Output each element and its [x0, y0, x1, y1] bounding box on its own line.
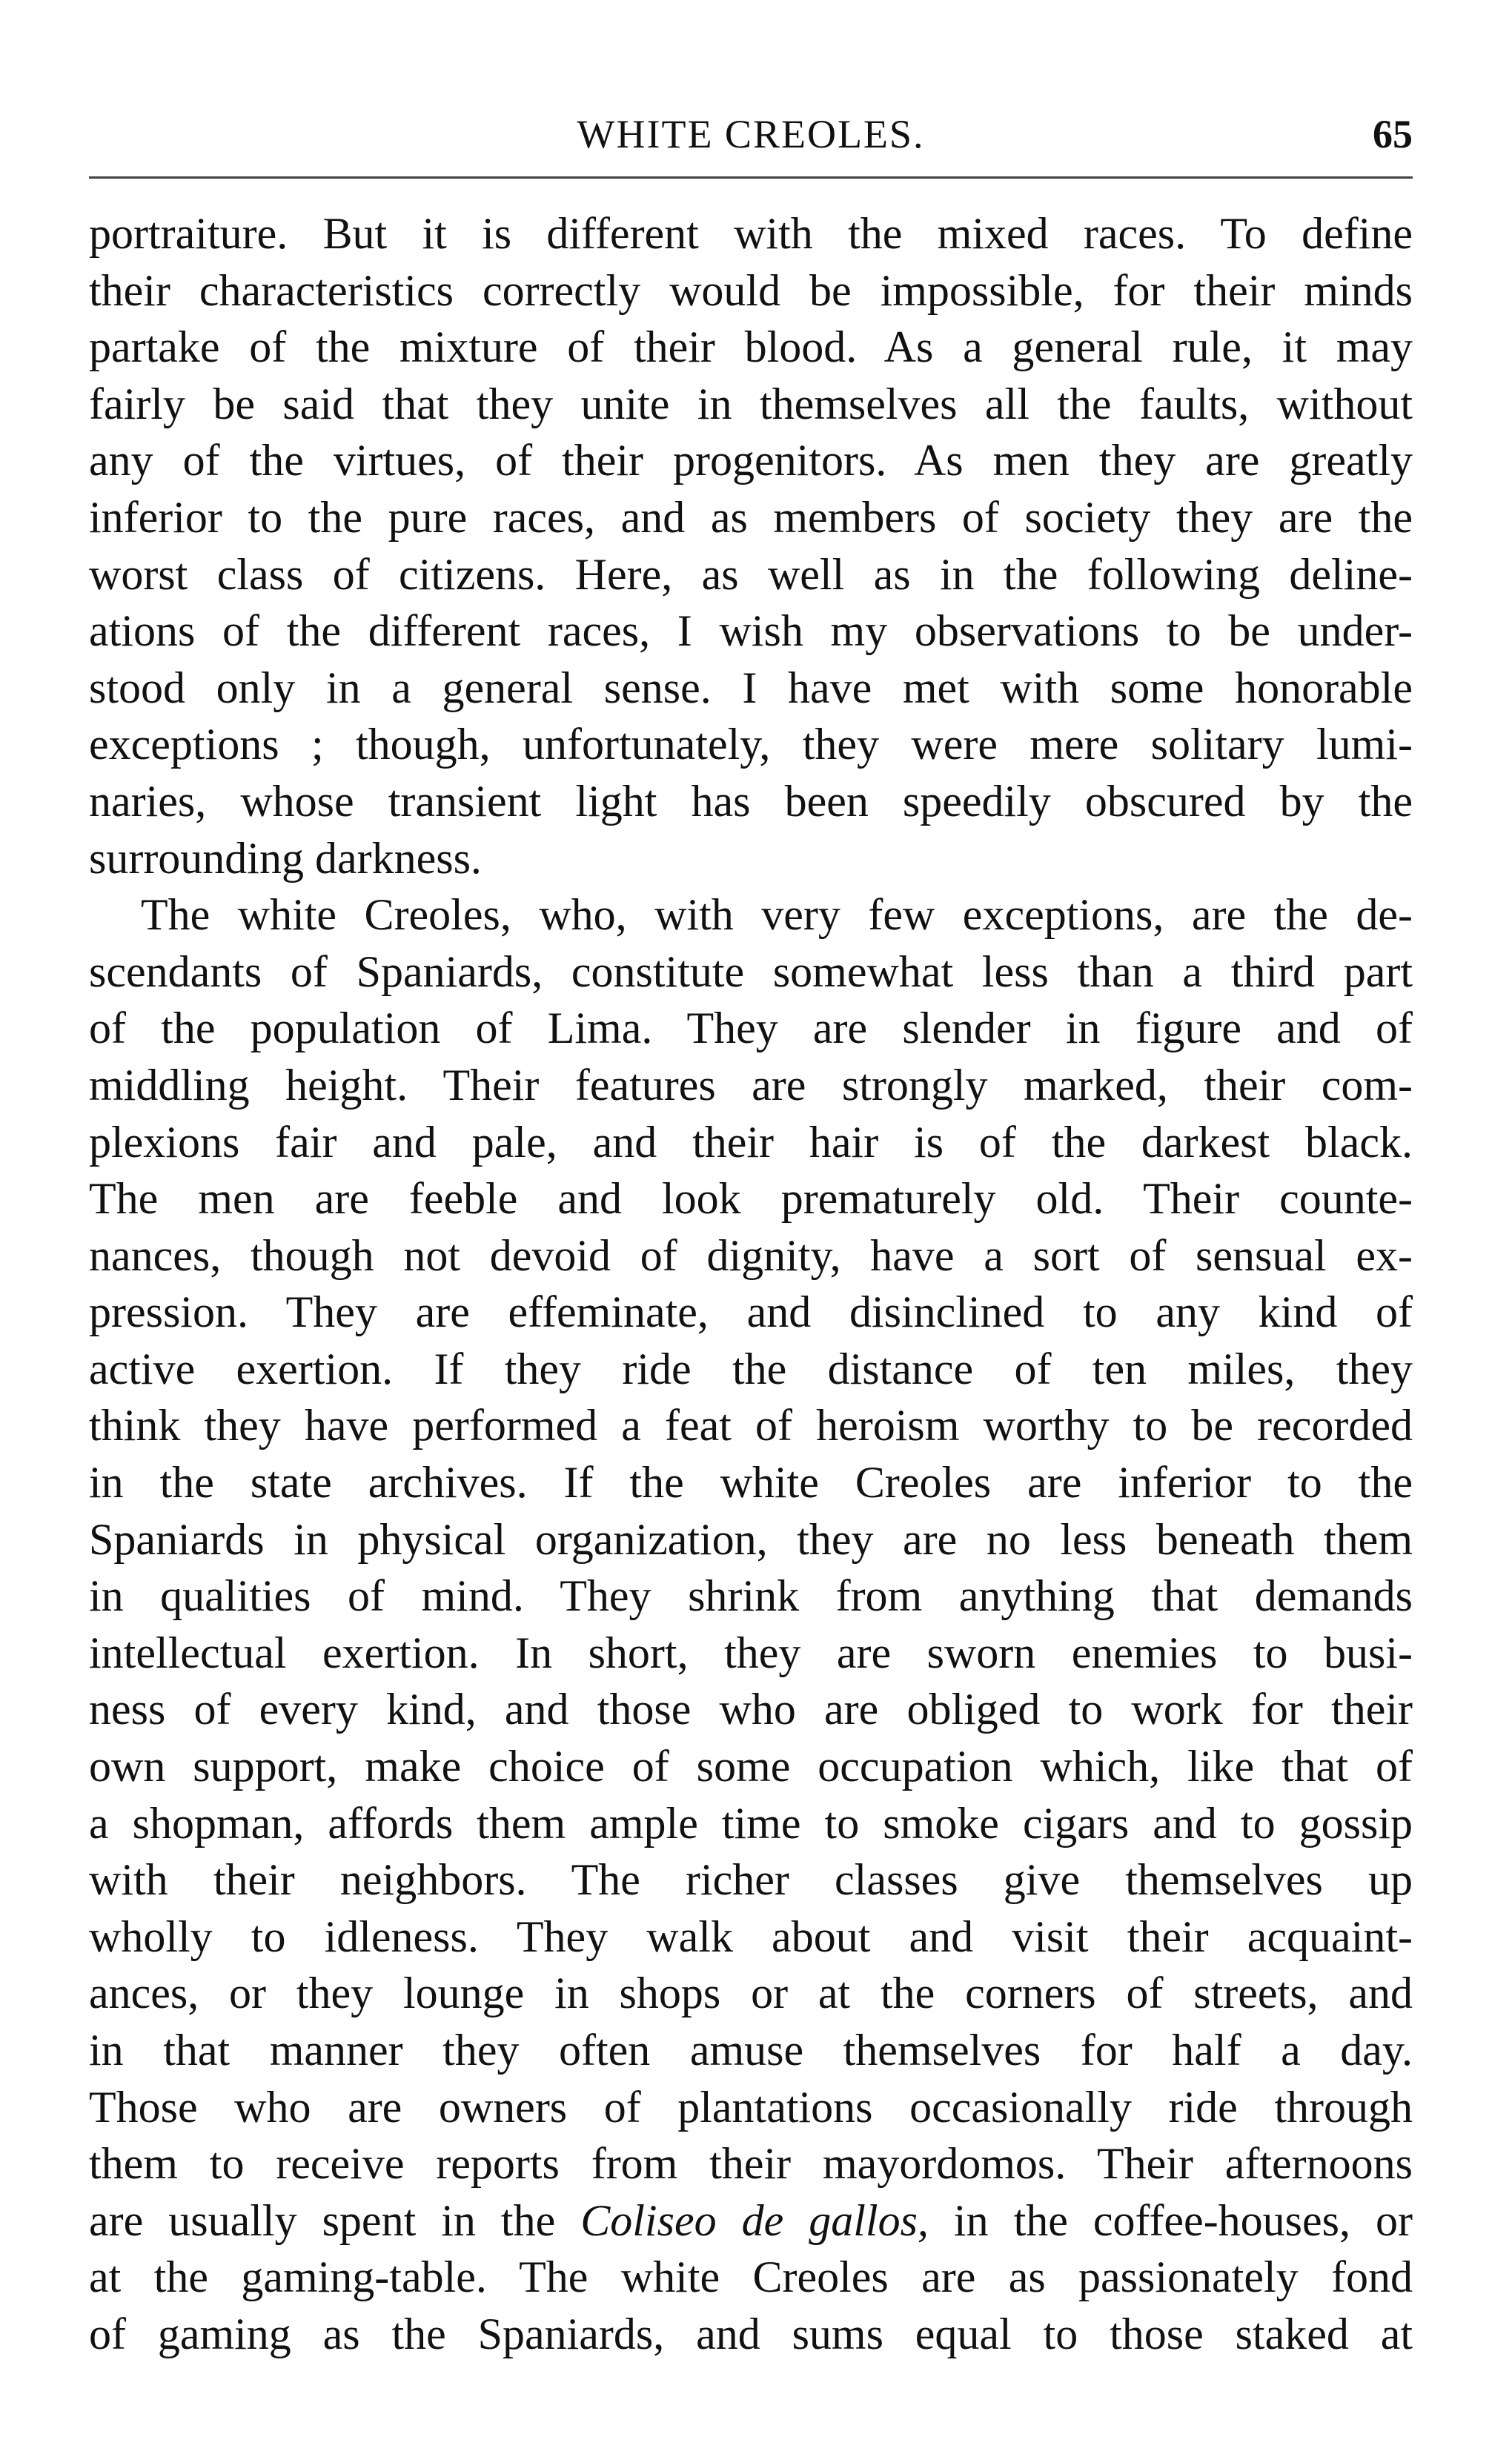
text-line: [89, 2192, 1413, 2249]
text-line: Those who are owners of plantations occasionally ride through: [89, 2082, 1413, 2132]
text-line: in the state archives. If the white Creoles are inferior to the: [89, 1458, 1413, 1508]
text-line: fairly be said that they unite in themselves all the faults, without: [89, 379, 1413, 428]
text-line: of gaming as the Spaniards, and sums equal to those staked at: [89, 2309, 1413, 2358]
text-line: pression. They are effeminate, and disinclined to any kind of: [89, 1287, 1413, 1337]
page-header: [89, 111, 1413, 170]
text-line: portraiture. But it is different with the mixed races. To define: [89, 209, 1413, 258]
body-text: [89, 205, 1413, 2363]
text-line: The white Creoles, who, with very few exceptions, are the de-: [141, 890, 1413, 940]
text-line: of the population of Lima. They are slender in figure and of: [89, 1004, 1413, 1053]
text-line: active exertion. If they ride the distance of ten miles, they: [89, 1344, 1413, 1393]
page-number: 65: [1373, 112, 1413, 156]
text-line: ness of every kind, and those who are obliged to work for their: [89, 1685, 1413, 1734]
text-line: Spaniards in physical organization, they are no less beneath them: [89, 1514, 1413, 1564]
text-line: with their neighbors. The richer classes give themselves up: [89, 1855, 1413, 1905]
text-fragment: in the coffee-houses, or: [928, 2195, 1413, 2245]
text-line: at the gaming-table. The white Creoles are as passionately fond: [89, 2252, 1413, 2302]
text-line: The men are feeble and look prematurely old. Their counte-: [89, 1174, 1413, 1224]
text-line: them to receive reports from their mayordomos. Their afternoons: [89, 2139, 1413, 2189]
text-line: ances, or they lounge in shops or at the corners of streets, and: [89, 1969, 1413, 2018]
text-line: intellectual exertion. In short, they are sworn enemies to busi-: [89, 1628, 1413, 1677]
text-line: surrounding darkness.: [89, 833, 482, 883]
text-line: think they have performed a feat of heroism worthy to be recorded: [89, 1401, 1413, 1450]
header-rule: [89, 176, 1413, 179]
text-line: inferior to the pure races, and as members of society they are the: [89, 492, 1413, 542]
text-line: nances, though not devoid of dignity, have a sort of sensual ex-: [89, 1230, 1413, 1280]
text-line: middling height. Their features are strongly marked, their com-: [89, 1060, 1413, 1110]
text-line: plexions fair and pale, and their hair is of the darkest black.: [89, 1117, 1413, 1167]
italic-phrase: Coliseo de gallos,: [580, 2195, 929, 2245]
text-line: scendants of Spaniards, constitute somewhat less than a third part: [89, 946, 1413, 996]
text-line: ations of the different races, I wish my observations to be under-: [89, 606, 1413, 656]
text-line: naries, whose transient light has been speedily obscured by the: [89, 776, 1413, 826]
text-line: in qualities of mind. They shrink from anything that demands: [89, 1571, 1413, 1621]
running-title: WHITE CREOLES.: [577, 112, 925, 156]
text-fragment: are usually spent in the: [89, 2195, 581, 2245]
text-line: a shopman, affords them ample time to smoke cigars and to gossip: [89, 1798, 1413, 1848]
text-line: exceptions ; though, unfortunately, they were mere solitary lumi-: [89, 720, 1413, 769]
text-line: partake of the mixture of their blood. As a general rule, it may: [89, 322, 1413, 372]
text-line: wholly to idleness. They walk about and visit their acquaint-: [89, 1912, 1413, 1961]
text-line: worst class of citizens. Here, as well as in the following deline-: [89, 549, 1413, 599]
text-line: stood only in a general sense. I have met with some honorable: [89, 663, 1413, 712]
text-line: in that manner they often amuse themselves for half a day.: [89, 2026, 1413, 2075]
text-line: own support, make choice of some occupation which, like that of: [89, 1742, 1413, 1791]
text-line: their characteristics correctly would be impossible, for their minds: [89, 265, 1413, 315]
text-line: any of the virtues, of their progenitors. As men they are greatly: [89, 436, 1413, 485]
